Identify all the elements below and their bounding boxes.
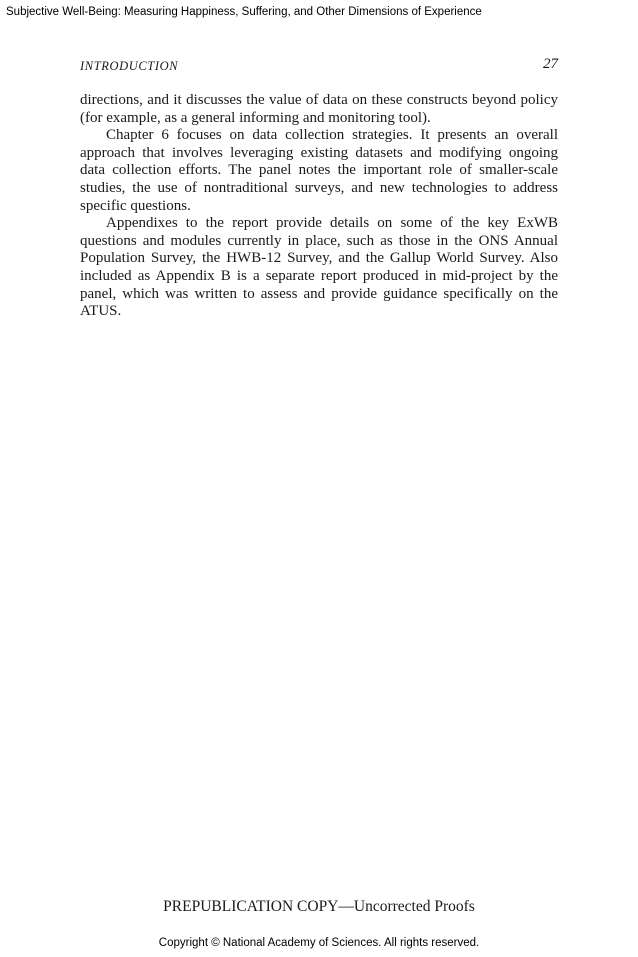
chapter-title: INTRODUCTION xyxy=(80,59,179,73)
body-text xyxy=(80,92,558,321)
copyright-notice: Copyright © National Academy of Sciences. All rights reserved. xyxy=(158,937,480,949)
book-title: Subjective Well-Being: Measuring Happiness, Suffering, and Other Dimensions of Experience xyxy=(6,6,482,18)
paragraph-chapter-6: Chapter 6 focuses on data collection strategies. It presents an overall approach that involves leveraging existing datasets and modifying ongoing data collection efforts. The panel notes the important role of smaller-scale studies, the use of nontraditional surveys, and new technologies to address specific questions. xyxy=(80,127,558,214)
prepublication-notice: PREPUBLICATION COPY—Uncorrected Proofs xyxy=(163,898,475,915)
paragraph-continuation: directions, and it discusses the value of data on these constructs beyond policy (for example, as a general informing and monitoring tool). xyxy=(80,92,558,126)
paragraph-appendixes: Appendixes to the report provide details on some of the key ExWB questions and modules currently in place, such as those in the ONS Annual Population Survey, the HWB-12 Survey, and the Gallup World Survey. Also included as Appendix B is a separate report produced in mid-project by the panel, which was written to assess and provide guidance specifically on the ATUS. xyxy=(80,215,558,320)
running-head xyxy=(80,56,558,76)
page-number: 27 xyxy=(543,56,558,72)
